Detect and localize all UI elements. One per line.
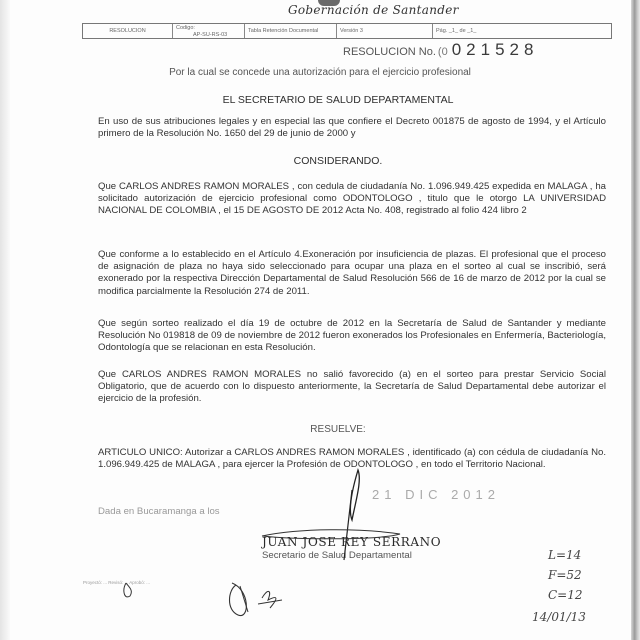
signatory-role: Secretario de Salud Departamental <box>262 550 412 561</box>
handwritten-note-1: L=14 <box>548 548 582 562</box>
authority-heading: EL SECRETARIO DE SALUD DEPARTAMENTAL <box>222 94 454 106</box>
resolution-prefix: (0 <box>437 46 448 58</box>
handwritten-note-4: 14/01/13 <box>532 610 586 624</box>
considerando-paragraph-4: Que CARLOS ANDRES RAMON MORALES no salió favorecido (a) en el sorteo para prestar Servicio Social Obligatorio, que de acuerdo con lo dispuesto anteriormente, la Secretaría de Salud Departamental debe autorizar el ejercicio de la profesión. <box>98 369 606 405</box>
header-code-label: Codigo: <box>176 25 195 31</box>
government-letterhead: Gobernación de Santander <box>288 3 459 17</box>
resuelve-heading: RESUELVE: <box>310 424 366 435</box>
header-retention: Tabla Retención Documental <box>245 24 337 38</box>
header-version: Versión 3 <box>337 24 433 38</box>
signatory-name: JUAN JOSE REY SERRANO <box>262 535 442 549</box>
date-stamp: 21 DIC 2012 <box>372 487 500 502</box>
considerando-paragraph-2: Que conforme a lo establecido en el Artículo 4.Exoneración por insuficiencia de plazas. El profesional que el proceso de asignación de plaza no haya sido seleccionado para ocupar una plaza en el sorteo al cual se inscribió, será exonerado por la respectiva Dirección Departamental de Salud Resolución 566 de 16 de marzo de 2012 por la cual se modifica parcialmente la Resolución 274 de 2011. <box>98 249 606 297</box>
preamble-paragraph: En uso de sus atribuciones legales y en especial las que confiere el Decreto 001875 de agosto de 1994, y el Artículo primero de la Resolución No. 1650 del 29 de junio de 2000 y <box>98 116 606 140</box>
footer-approval-note: Proyectó: ... Revisó: ... Aprobó: ... <box>83 580 151 585</box>
scan-right-edge <box>631 0 640 640</box>
handwritten-note-3: C=12 <box>548 588 583 602</box>
header-code <box>173 24 245 38</box>
resolution-digits: 021528 <box>451 40 539 59</box>
dada-en-text: Dada en Bucaramanga a los <box>98 506 220 517</box>
considerando-heading: CONSIDERANDO. <box>293 155 383 167</box>
resolution-label: RESOLUCION No. <box>343 46 436 58</box>
header-doc-type: RESOLUCION <box>83 24 173 38</box>
articulo-unico-paragraph: ARTICULO UNICO: Autorizar a CARLOS ANDRES RAMON MORALES , identificado (a) con cédula de ciudadanía No. 1.096.949.425 de MALAGA , para ejercer la Profesión de ODONTOLOGO , en todo el Territorio Nacional. <box>98 447 606 471</box>
considerando-paragraph-3: Que según sorteo realizado el día 19 de octubre de 2012 en la Secretaría de Salud de Santander y mediante Resolución No 019818 de 09 de noviembre de 2012 fueron exonerados los Profesionales en Enfermería, Bacteriología, Odontología que se relacionan en esta Resolución. <box>98 318 606 354</box>
resolution-subtitle: Por la cual se concede una autorización para el ejercicio profesional <box>169 67 471 78</box>
considerando-paragraph-1: Que CARLOS ANDRES RAMON MORALES , con cedula de ciudadanía No. 1.096.949.425 expedida en MALAGA , ha solicitado autorización de ejercicio profesional como ODONTOLOGO , titulo que le otorgo LA UNIVERSIDAD NACIONAL DE COLOMBIA , el 15 DE AGOSTO DE 2012 Acta No. 408, registrado al folio 424 libro 2 <box>98 181 606 217</box>
header-page: Pág. _1_ de _1_ <box>436 28 477 34</box>
document-header-table <box>82 23 612 39</box>
header-code-value: AP-SU-RS-03 <box>193 32 228 38</box>
scan-left-edge <box>0 0 10 640</box>
resolution-number <box>343 40 538 60</box>
handwritten-note-2: F=52 <box>548 568 582 582</box>
